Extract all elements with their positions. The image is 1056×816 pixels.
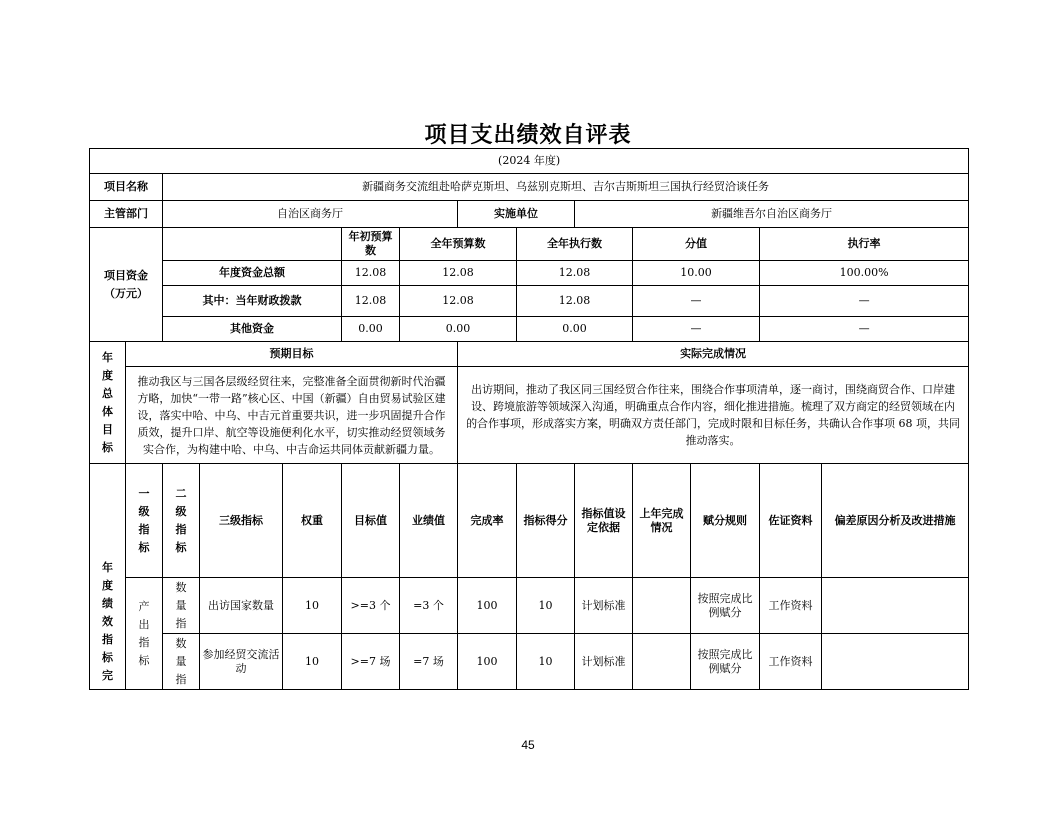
funds-cell: 12.08 — [342, 286, 400, 317]
level3-cell: 参加经贸交流活动 — [200, 634, 283, 690]
col-header-rate: 完成率 — [458, 464, 517, 578]
funds-row-label: 其中：当年财政拨款 — [163, 286, 342, 317]
rate-cell: 100 — [458, 634, 517, 690]
funds-cell: 0.00 — [400, 317, 517, 342]
weight-cell: 10 — [283, 634, 342, 690]
funds-header-score-value: 分值 — [633, 228, 760, 261]
expected-goal-header: 预期目标 — [126, 342, 458, 367]
funds-cell: 12.08 — [517, 286, 633, 317]
funds-header-executed: 全年执行数 — [517, 228, 633, 261]
funds-row — [90, 317, 969, 342]
funds-cell: 100.00% — [760, 261, 969, 286]
col-header-level2: 二级指标 — [163, 464, 200, 578]
col-header-level3: 三级指标 — [200, 464, 283, 578]
actual-cell: =3 个 — [400, 578, 458, 634]
funds-header-exec-rate: 执行率 — [760, 228, 969, 261]
funds-row-label: 其他资金 — [163, 317, 342, 342]
funds-label-line2: （万元） — [104, 286, 148, 300]
funds-cell: — — [760, 286, 969, 317]
rule-cell: 按照完成比例赋分 — [691, 634, 760, 690]
funds-cell: 12.08 — [517, 261, 633, 286]
funds-cell: — — [760, 317, 969, 342]
last-year-cell — [633, 634, 691, 690]
funds-cell: 0.00 — [517, 317, 633, 342]
col-header-level1: 一级指标 — [126, 464, 163, 578]
deviation-cell — [822, 578, 969, 634]
target-cell: >=7 场 — [342, 634, 400, 690]
basis-cell: 计划标准 — [575, 634, 633, 690]
col-header-basis: 指标值设定依据 — [575, 464, 633, 578]
funds-cell: 12.08 — [342, 261, 400, 286]
evaluation-table — [89, 148, 969, 690]
deviation-cell — [822, 634, 969, 690]
funds-header-blank — [163, 228, 342, 261]
actual-cell: =7 场 — [400, 634, 458, 690]
col-header-score: 指标得分 — [517, 464, 575, 578]
dept-value: 自治区商务厅 — [163, 201, 458, 228]
funds-header-budget-initial: 年初预算数 — [342, 228, 400, 261]
indicators-section-label: 年度绩效指标完 — [90, 464, 126, 690]
impl-value: 新疆维吾尔自治区商务厅 — [575, 201, 969, 228]
level2-cell: 数量指 — [163, 634, 200, 690]
score-cell: 10 — [517, 634, 575, 690]
dept-label: 主管部门 — [90, 201, 163, 228]
funds-cell: 0.00 — [342, 317, 400, 342]
evidence-cell: 工作资料 — [760, 578, 822, 634]
funds-header-budget-year: 全年预算数 — [400, 228, 517, 261]
funds-row — [90, 286, 969, 317]
actual-result-header: 实际完成情况 — [458, 342, 969, 367]
funds-cell: — — [633, 286, 760, 317]
basis-cell: 计划标准 — [575, 578, 633, 634]
col-header-rule: 赋分规则 — [691, 464, 760, 578]
actual-result-text: 出访期间，推动了我区同三国经贸合作往来，围绕合作事项清单，逐一商讨，围绕商贸合作、口岸建设、跨境旅游等领域深入沟通，明确重点合作内容，细化推进措施。梳理了双方商定的经贸领域在内的合作事项，形成落实方案，明确双方责任部门，完成时限和目标任务，共确认合作事项 68 项，共同推动落实。 — [458, 367, 969, 464]
funds-cell: 10.00 — [633, 261, 760, 286]
project-name-label: 项目名称 — [90, 174, 163, 201]
col-header-actual: 业绩值 — [400, 464, 458, 578]
rule-cell: 按照完成比例赋分 — [691, 578, 760, 634]
expected-goal-text: 推动我区与三国各层级经贸往来，完整准备全面贯彻新时代治疆方略，加快“一带一路”核心区、中国（新疆）自由贸易试验区建设，落实中哈、中乌、中吉元首重要共识，进一步巩固提升合作质效，提升口岸、航空等设施便利化水平，切实推动经贸领域务实合作，为构建中哈、中乌、中吉命运共同体贡献新疆力量。 — [126, 367, 458, 464]
last-year-cell — [633, 578, 691, 634]
target-cell: >=3 个 — [342, 578, 400, 634]
funds-section-label — [90, 228, 163, 342]
page-title: 项目支出绩效自评表 — [424, 123, 632, 148]
year-label: (2024 年度) — [90, 149, 969, 174]
col-header-weight: 权重 — [283, 464, 342, 578]
funds-cell: 12.08 — [400, 286, 517, 317]
page-number: 45 — [521, 738, 535, 752]
funds-row — [90, 261, 969, 286]
indicator-row — [90, 634, 969, 690]
evidence-cell: 工作资料 — [760, 634, 822, 690]
weight-cell: 10 — [283, 578, 342, 634]
funds-label-line1: 项目资金 — [104, 268, 148, 282]
level1-cell: 产出指标 — [126, 578, 163, 690]
goals-section-label: 年度总体目标 — [90, 342, 126, 464]
level2-cell: 数量指 — [163, 578, 200, 634]
indicator-row — [90, 578, 969, 634]
col-header-deviation: 偏差原因分析及改进措施 — [822, 464, 969, 578]
rate-cell: 100 — [458, 578, 517, 634]
col-header-target: 目标值 — [342, 464, 400, 578]
funds-cell: — — [633, 317, 760, 342]
col-header-last-year: 上年完成情况 — [633, 464, 691, 578]
project-name-value: 新疆商务交流组赴哈萨克斯坦、乌兹别克斯坦、吉尔吉斯斯坦三国执行经贸洽谈任务 — [163, 174, 969, 201]
level3-cell: 出访国家数量 — [200, 578, 283, 634]
impl-label: 实施单位 — [458, 201, 575, 228]
funds-row-label: 年度资金总额 — [163, 261, 342, 286]
funds-cell: 12.08 — [400, 261, 517, 286]
col-header-evidence: 佐证资料 — [760, 464, 822, 578]
score-cell: 10 — [517, 578, 575, 634]
